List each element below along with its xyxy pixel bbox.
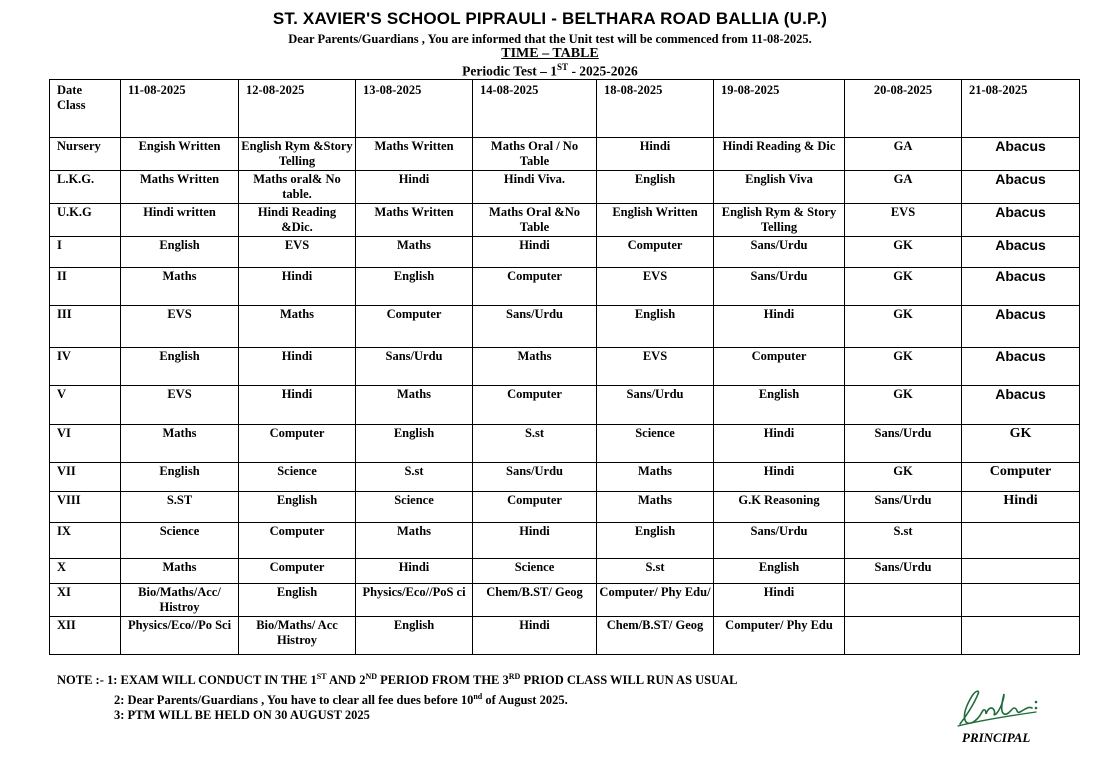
subject-cell: GK	[845, 237, 962, 268]
note-text: PERIOD FROM THE 3	[377, 673, 509, 688]
subject-cell: Abacus	[962, 237, 1080, 268]
subject-cell: Hindi	[239, 348, 356, 386]
subject-cell: GK	[845, 348, 962, 386]
subject-cell: Engish Written	[121, 138, 239, 171]
subject-cell: S.st	[845, 523, 962, 559]
subject-cell: Abacus	[962, 386, 1080, 425]
subject-cell: Maths	[597, 492, 714, 523]
signature-stroke	[960, 691, 1032, 724]
subject-cell: Hindi	[356, 559, 473, 584]
note-text: of August 2025.	[482, 692, 568, 707]
subject-cell: GK	[962, 425, 1080, 463]
subject-cell: Maths Written	[356, 204, 473, 237]
timetable-heading: TIME – TABLE	[501, 46, 599, 61]
note-text: 2: Dear Parents/Guardians , You have to clear all fee dues before 10	[114, 692, 474, 707]
subject-cell: Sans/Urdu	[356, 348, 473, 386]
subject-cell: Maths	[356, 523, 473, 559]
class-cell: VIII	[50, 492, 121, 523]
subject-cell	[962, 559, 1080, 584]
subject-cell: Hindi Reading &Dic.	[239, 204, 356, 237]
subject-cell: Hindi Reading & Dic	[714, 138, 845, 171]
table-row	[50, 386, 1080, 425]
subject-cell: Hindi	[473, 617, 597, 655]
subject-cell: Hindi written	[121, 204, 239, 237]
class-cell: IX	[50, 523, 121, 559]
subject-cell: Abacus	[962, 171, 1080, 204]
subject-cell: Maths	[356, 386, 473, 425]
class-cell: L.K.G.	[50, 171, 121, 204]
note-sup: ST	[316, 672, 327, 681]
subject-cell: English	[597, 171, 714, 204]
table-row	[50, 584, 1080, 617]
subject-cell: Science	[239, 463, 356, 492]
subject-cell: Hindi	[714, 306, 845, 348]
subject-cell: Hindi	[239, 386, 356, 425]
subject-cell: Science	[473, 559, 597, 584]
subject-cell: Computer	[473, 492, 597, 523]
principal-signature	[952, 686, 1042, 730]
corner-class-label: Class	[57, 98, 86, 112]
subject-cell: Sans/Urdu	[597, 386, 714, 425]
corner-date-label: Date	[57, 83, 82, 97]
date-header: 12-08-2025	[239, 80, 356, 138]
subject-cell	[845, 584, 962, 617]
subject-cell: Hindi	[473, 523, 597, 559]
subject-cell: Computer	[239, 559, 356, 584]
subject-cell: Hindi	[714, 584, 845, 617]
subject-cell: Sans/Urdu	[473, 463, 597, 492]
subject-cell: EVS	[845, 204, 962, 237]
subject-cell: Maths	[597, 463, 714, 492]
header-row	[50, 80, 1080, 138]
subject-cell: Hindi	[239, 268, 356, 306]
subject-cell: EVS	[597, 348, 714, 386]
table-row	[50, 492, 1080, 523]
subject-cell: English Rym & Story Telling	[714, 204, 845, 237]
note-3: 3: PTM WILL BE HELD ON 30 AUGUST 2025	[114, 708, 370, 723]
subject-cell: Computer/ Phy Edu/	[597, 584, 714, 617]
subject-cell: Abacus	[962, 348, 1080, 386]
subject-cell: Chem/B.ST/ Geog	[473, 584, 597, 617]
class-cell: II	[50, 268, 121, 306]
subject-cell: Abacus	[962, 306, 1080, 348]
class-cell: IV	[50, 348, 121, 386]
subject-cell: GK	[845, 306, 962, 348]
subject-cell: Hindi	[962, 492, 1080, 523]
subject-cell: Hindi	[597, 138, 714, 171]
subject-cell: Maths Oral &No Table	[473, 204, 597, 237]
subject-cell: Computer	[239, 523, 356, 559]
class-cell: VI	[50, 425, 121, 463]
subject-cell: English	[597, 306, 714, 348]
date-header: 18-08-2025	[597, 80, 714, 138]
subject-cell: Hindi	[473, 237, 597, 268]
note-2	[57, 689, 738, 709]
subject-cell: GA	[845, 171, 962, 204]
subject-cell: English	[239, 492, 356, 523]
subject-cell: EVS	[121, 386, 239, 425]
subject-cell: Maths	[239, 306, 356, 348]
subject-cell: English Rym &Story Telling	[239, 138, 356, 171]
subject-cell	[845, 617, 962, 655]
periodic-year: - 2025-2026	[568, 63, 638, 79]
note-text: AND 2	[326, 673, 366, 688]
periodic-text: Periodic Test – 1	[462, 63, 558, 79]
class-cell: XI	[50, 584, 121, 617]
subject-cell: English	[121, 463, 239, 492]
periodic-test-heading	[0, 62, 1100, 80]
subject-cell: GK	[845, 463, 962, 492]
subject-cell: Physics/Eco//Po Sci	[121, 617, 239, 655]
note-sup: ND	[365, 672, 378, 681]
class-cell: III	[50, 306, 121, 348]
notice-line: Dear Parents/Guardians , You are informed that the Unit test will be commenced from 11-08-2025.	[288, 32, 812, 46]
school-title: ST. XAVIER'S SCHOOL PIPRAULI - BELTHARA ROAD BALLIA (U.P.)	[272, 9, 828, 28]
subject-cell: EVS	[121, 306, 239, 348]
signature-dot	[1035, 701, 1038, 704]
class-cell: XII	[50, 617, 121, 655]
subject-cell: S.st	[597, 559, 714, 584]
subject-cell: English	[356, 268, 473, 306]
subject-cell: English	[714, 559, 845, 584]
subject-cell: GK	[845, 268, 962, 306]
subject-cell: Maths	[356, 237, 473, 268]
class-cell: Nursery	[50, 138, 121, 171]
subject-cell: Maths	[121, 559, 239, 584]
subject-cell: G.K Reasoning	[714, 492, 845, 523]
note-text: PRIOD CLASS WILL RUN AS USUAL	[520, 673, 738, 688]
subject-cell: Chem/B.ST/ Geog	[597, 617, 714, 655]
subject-cell: Sans/Urdu	[845, 425, 962, 463]
table-row	[50, 306, 1080, 348]
subject-cell: Sans/Urdu	[714, 268, 845, 306]
note-sup: nd	[473, 691, 483, 701]
table-row	[50, 348, 1080, 386]
subject-cell: GK	[845, 386, 962, 425]
table-row	[50, 268, 1080, 306]
subject-cell: English	[356, 617, 473, 655]
subject-cell: Hindi	[714, 463, 845, 492]
table-row	[50, 463, 1080, 492]
notes-section	[57, 669, 738, 724]
subject-cell: English	[239, 584, 356, 617]
subject-cell: Maths Written	[356, 138, 473, 171]
note-1	[57, 669, 738, 689]
subject-cell: English Viva	[714, 171, 845, 204]
class-cell: X	[50, 559, 121, 584]
subject-cell: GA	[845, 138, 962, 171]
corner-cell	[50, 80, 121, 138]
table-row	[50, 138, 1080, 171]
subject-cell: Bio/Maths/ Acc Histroy	[239, 617, 356, 655]
subject-cell: Maths Written	[121, 171, 239, 204]
subject-cell: English	[597, 523, 714, 559]
periodic-sup: ST	[557, 62, 569, 72]
subject-cell: S.ST	[121, 492, 239, 523]
subject-cell: Computer/ Phy Edu	[714, 617, 845, 655]
subject-cell: Sans/Urdu	[845, 559, 962, 584]
class-cell: VII	[50, 463, 121, 492]
subject-cell: EVS	[239, 237, 356, 268]
table-row	[50, 237, 1080, 268]
note-sup: RD	[508, 672, 521, 681]
date-header: 20-08-2025	[845, 80, 962, 138]
subject-cell: Abacus	[962, 138, 1080, 171]
subject-cell: English	[121, 348, 239, 386]
subject-cell: Sans/Urdu	[473, 306, 597, 348]
class-cell: V	[50, 386, 121, 425]
table-row	[50, 204, 1080, 237]
subject-cell: Maths Oral / No Table	[473, 138, 597, 171]
subject-cell: Computer	[239, 425, 356, 463]
timetable-body	[50, 138, 1080, 655]
principal-label: PRINCIPAL	[962, 730, 1031, 745]
subject-cell: Computer	[597, 237, 714, 268]
table-row	[50, 617, 1080, 655]
table-row	[50, 559, 1080, 584]
subject-cell: S.st	[356, 463, 473, 492]
note-text: NOTE :- 1: EXAM WILL CONDUCT IN THE 1	[57, 673, 317, 688]
subject-cell: Maths	[473, 348, 597, 386]
subject-cell	[962, 617, 1080, 655]
date-header: 11-08-2025	[121, 80, 239, 138]
subject-cell: English Written	[597, 204, 714, 237]
class-cell: U.K.G	[50, 204, 121, 237]
subject-cell: Hindi	[714, 425, 845, 463]
subject-cell: Science	[356, 492, 473, 523]
subject-cell: English	[121, 237, 239, 268]
subject-cell: Maths	[121, 425, 239, 463]
subject-cell: Hindi	[356, 171, 473, 204]
subject-cell: Abacus	[962, 268, 1080, 306]
signature-dot	[1035, 707, 1038, 710]
date-header: 14-08-2025	[473, 80, 597, 138]
subject-cell: Science	[597, 425, 714, 463]
timetable	[49, 79, 1080, 655]
subject-cell	[962, 584, 1080, 617]
subject-cell: Computer	[714, 348, 845, 386]
subject-cell: Computer	[356, 306, 473, 348]
class-cell: I	[50, 237, 121, 268]
subject-cell: Computer	[473, 268, 597, 306]
subject-cell: Hindi Viva.	[473, 171, 597, 204]
subject-cell: S.st	[473, 425, 597, 463]
subject-cell: English	[356, 425, 473, 463]
subject-cell: Physics/Eco//PoS ci	[356, 584, 473, 617]
subject-cell: Science	[121, 523, 239, 559]
subject-cell: Sans/Urdu	[845, 492, 962, 523]
table-row	[50, 171, 1080, 204]
date-header: 13-08-2025	[356, 80, 473, 138]
subject-cell: English	[714, 386, 845, 425]
subject-cell: Computer	[473, 386, 597, 425]
subject-cell: Computer	[962, 463, 1080, 492]
subject-cell: Bio/Maths/Acc/ Histroy	[121, 584, 239, 617]
subject-cell: Sans/Urdu	[714, 237, 845, 268]
subject-cell: EVS	[597, 268, 714, 306]
subject-cell: Abacus	[962, 204, 1080, 237]
subject-cell: Maths oral& No table.	[239, 171, 356, 204]
date-header: 21-08-2025	[962, 80, 1080, 138]
subject-cell	[962, 523, 1080, 559]
table-row	[50, 425, 1080, 463]
subject-cell: Maths	[121, 268, 239, 306]
table-row	[50, 523, 1080, 559]
date-header: 19-08-2025	[714, 80, 845, 138]
subject-cell: Sans/Urdu	[714, 523, 845, 559]
